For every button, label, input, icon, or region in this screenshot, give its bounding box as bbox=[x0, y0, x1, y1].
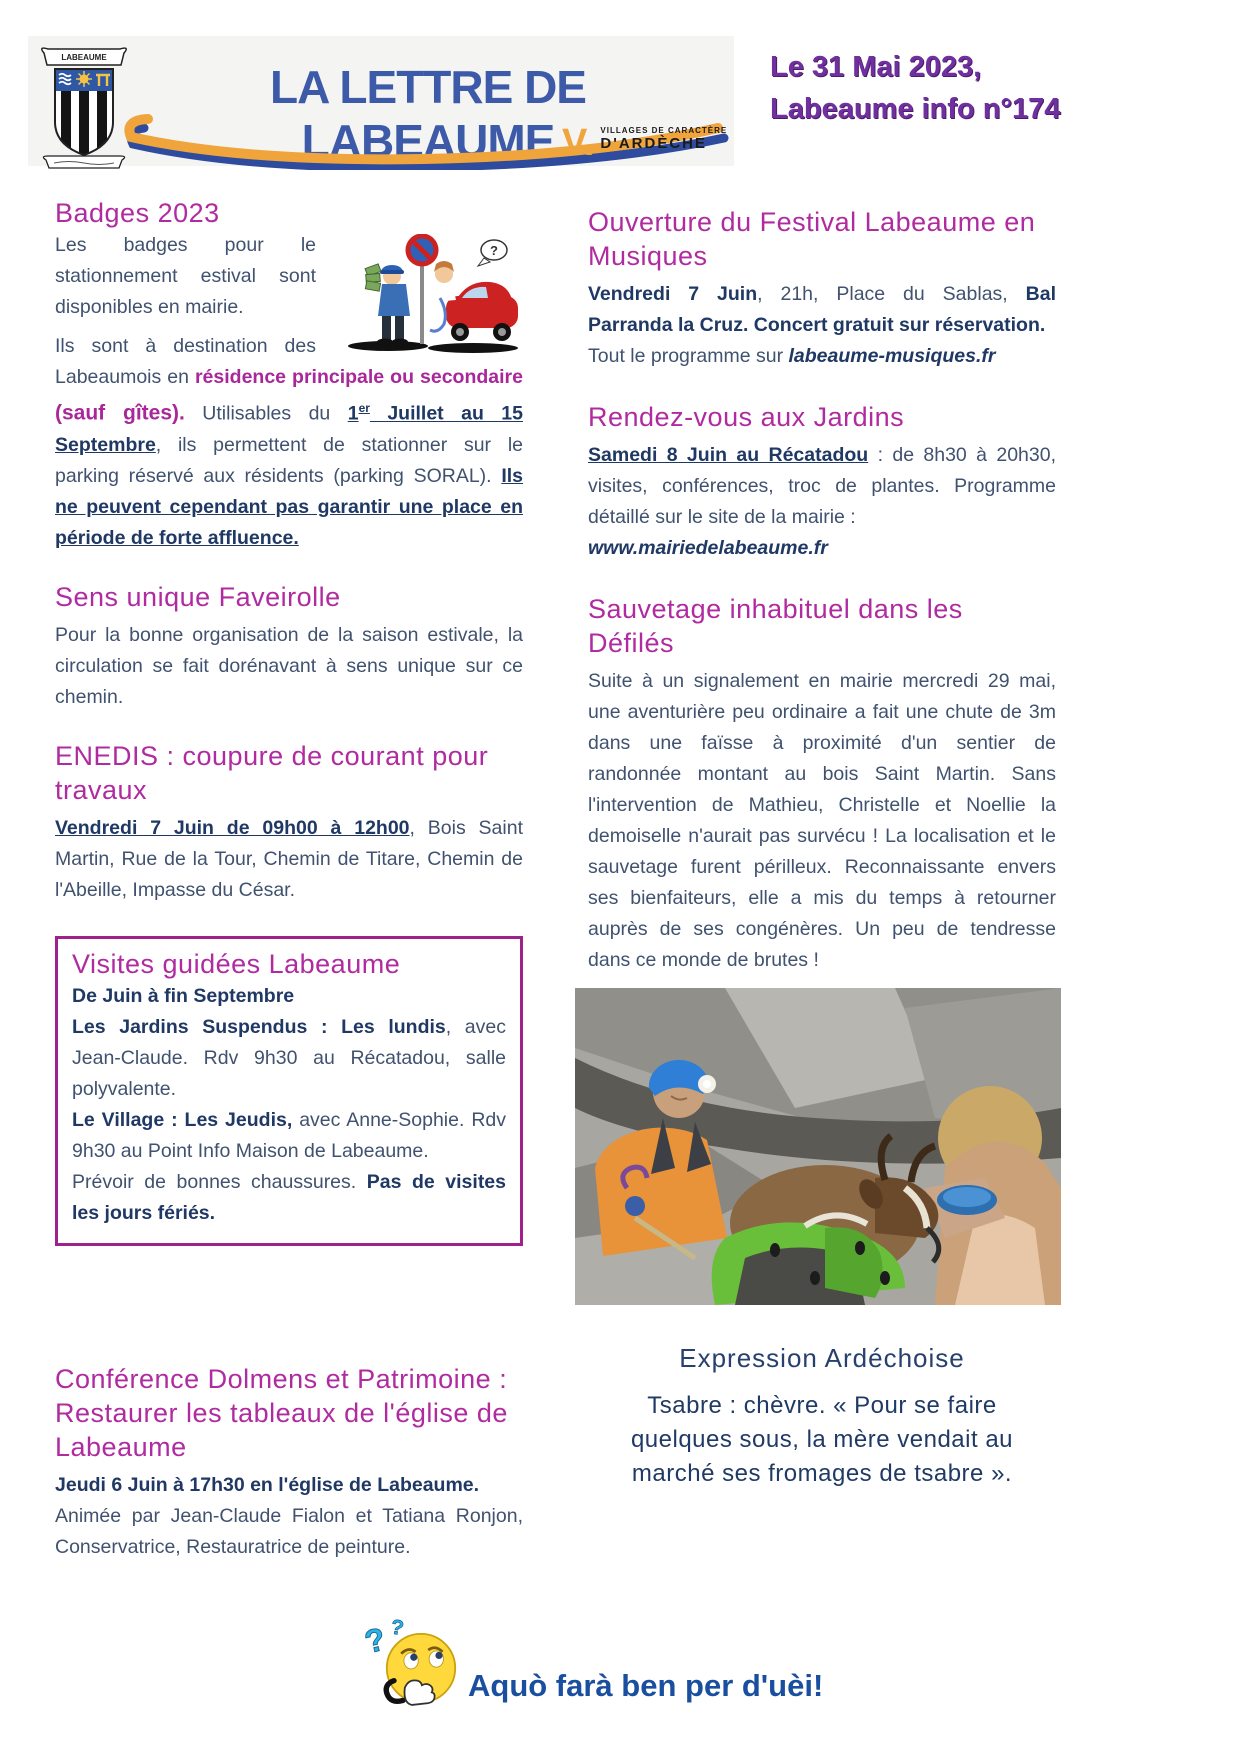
festival-website-link[interactable]: labeaume-musiques.fr bbox=[788, 345, 996, 367]
visites-chaussures-paragraph: Prévoir de bonnes chaussures. Pas de visites les jours fériés. bbox=[72, 1170, 506, 1224]
right-column bbox=[588, 205, 1056, 1491]
visites-village-paragraph: Le Village : Les Jeudis, avec Anne-Sophie. Rdv 9h30 au Point Info Maison de Labeaume. bbox=[72, 1108, 507, 1162]
enedis-paragraph: Vendredi 7 Juin de 09h00 à 12h00, Bois Saint Martin, Rue de la Tour, Chemin de Titare, Chemin de l'Abeille, Impasse du César. bbox=[55, 816, 523, 901]
conference-paragraph: Animée par Jean-Claude Fialon et Tatiana Ronjon, Conservatrice, Restauratrice de peinture. bbox=[55, 1504, 523, 1558]
crest-banner-text: LABEAUME bbox=[61, 53, 107, 62]
sauvetage-heading: Sauvetage inhabituel dans les Défilés bbox=[588, 594, 963, 658]
visites-guidees-box bbox=[55, 936, 523, 1246]
badges-paragraph-2: Ils sont à destination des Labeaumois en résidence principale ou secondaire (sauf gîtes). Utilisables du 1er Juillet au 15 Septembre, ils permettent de stationner sur le parking réservé aux résidents (parking SORAL). Ils ne peuvent cependant pas garantir une place en période de forte affluence. bbox=[55, 335, 523, 549]
parking-badge-cartoon bbox=[328, 234, 523, 354]
mairie-website-link[interactable]: www.mairiedelabeaume.fr bbox=[588, 537, 828, 559]
jardins-heading: Rendez-vous aux Jardins bbox=[588, 402, 905, 432]
jardins-paragraph: Samedi 8 Juin au Récatadou : de 8h30 à 20h30, visites, conférences, troc de plantes. Programme détaillé sur le site de la mairie : bbox=[588, 444, 1056, 528]
sauvetage-paragraph: Suite à un signalement en mairie mercredi 29 mai, une aventurière peu ordinaire a fait une chute de 3m dans une faïsse à proximité d'un sentier de randonnée montant au bois Saint Martin. Sans l'intervention de Mathieu, Christelle et Noellie la demoiselle n'aurait pas survécu ! La localisation et le sauvetage furent périlleux. Reconnaissante envers ses bienfaiteurs, elle a mis du temps à retourner auprès de ses congénères. Un peu de tendresse dans ce monde de brutes ! bbox=[588, 670, 1056, 971]
festival-programme-line: Tout le programme sur labeaume-musiques.fr bbox=[588, 345, 996, 367]
issue-date-line2: Labeaume info n°174 bbox=[770, 93, 1061, 125]
footer-slogan: Aquò farà ben per d'uèi! bbox=[468, 1668, 824, 1703]
villages-de-caractere-logo bbox=[562, 122, 728, 164]
badges-paragraph-1: Les badges pour le stationnement estival sont disponibles en mairie. bbox=[55, 234, 316, 318]
vdc-line2: D'ARDÈCHE bbox=[600, 135, 707, 152]
visites-jardins-paragraph: Les Jardins Suspendus : Les lundis, avec Jean-Claude. Rdv 9h30 au Récatadou, salle polyvalente. bbox=[72, 1015, 506, 1100]
svg-text:?: ? bbox=[388, 1615, 406, 1641]
issue-date-line1: Le 31 Mai 2023, bbox=[770, 51, 982, 83]
goat-rescue-photo bbox=[575, 988, 1061, 1305]
conference-heading: Conférence Dolmens et Patrimoine : Restaurer les tableaux de l'église de Labeaume bbox=[55, 1363, 508, 1462]
sens-unique-heading: Sens unique Faveirolle bbox=[55, 581, 341, 612]
enedis-heading: ENEDIS : coupure de courant pour travaux bbox=[55, 740, 489, 805]
vdc-line1: VILLAGES DE CARACTÈRE bbox=[600, 126, 728, 135]
expression-heading: Expression Ardéchoise bbox=[679, 1343, 965, 1373]
expression-quote: Tsabre : chèvre. « Pour se faire quelques sous, la mère vendait au marché ses fromages de tsabre ». bbox=[630, 1392, 1014, 1487]
newsletter-title: LA LETTRE DE LABEAUME bbox=[270, 61, 586, 167]
conference-date-line: Jeudi 6 Juin à 17h30 en l'église de Labeaume. bbox=[55, 1473, 480, 1496]
vdc-v-icon: V. bbox=[562, 122, 595, 164]
sens-unique-paragraph: Pour la bonne organisation de la saison estivale, la circulation se fait dorénavant à sens unique sur ce chemin. bbox=[55, 623, 523, 708]
svg-text:?: ? bbox=[490, 243, 498, 258]
issue-date bbox=[770, 46, 1110, 130]
svg-text:?: ? bbox=[361, 1620, 389, 1661]
badges-heading: Badges 2023 bbox=[55, 198, 220, 228]
left-column bbox=[55, 196, 523, 1563]
visites-period-line: De Juin à fin Septembre bbox=[72, 984, 295, 1007]
visites-heading: Visites guidées Labeaume bbox=[72, 948, 401, 979]
festival-paragraph: Vendredi 7 Juin, 21h, Place du Sablas, Bal Parranda la Cruz. Concert gratuit sur réservation. bbox=[588, 283, 1056, 336]
mairie-website-line bbox=[588, 533, 1056, 564]
festival-heading: Ouverture du Festival Labeaume en Musiques bbox=[588, 207, 1036, 271]
thinking-face-emoji bbox=[358, 1608, 466, 1720]
